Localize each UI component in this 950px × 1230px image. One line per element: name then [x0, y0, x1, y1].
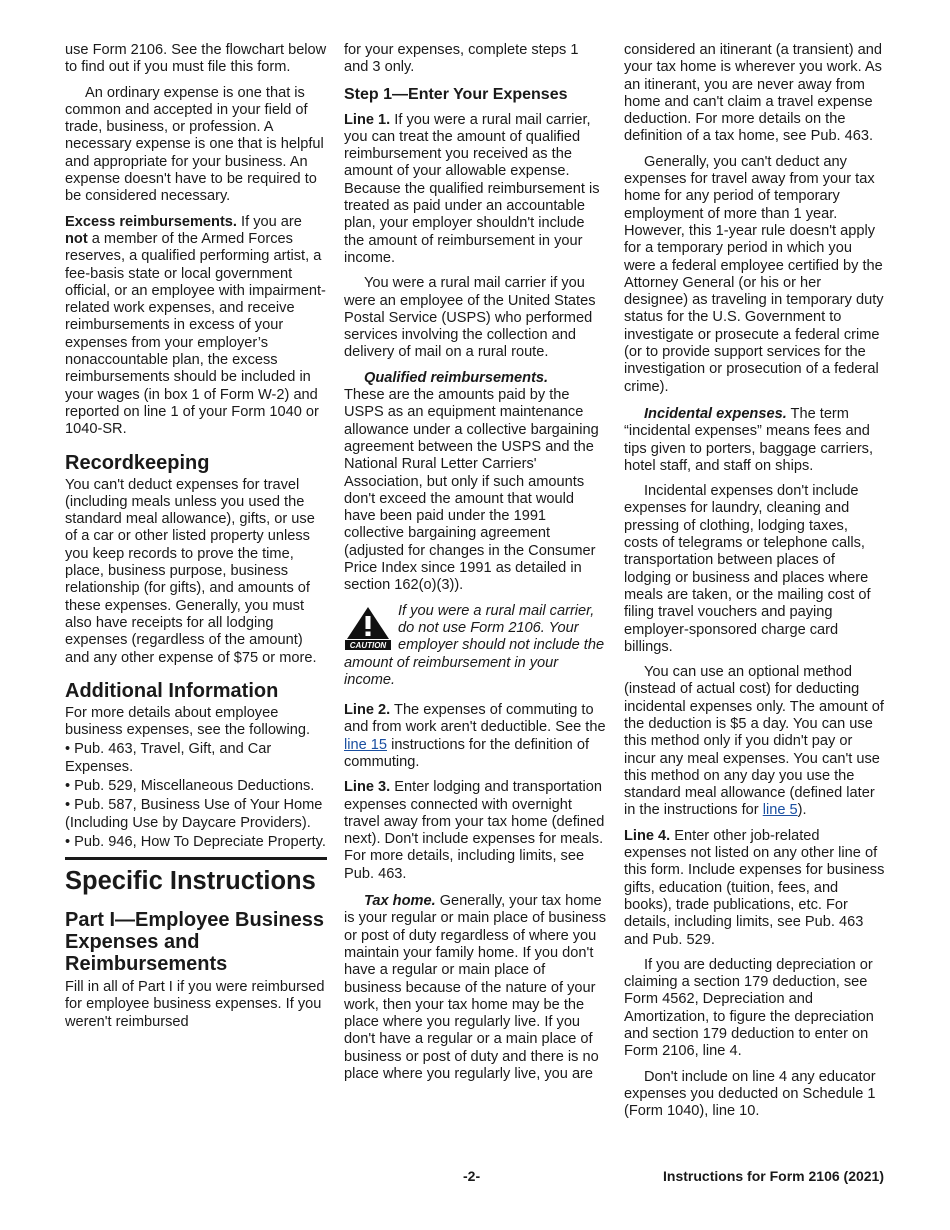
line-3-paragraph: Line 3. Enter lodging and transportation expenses connected with overnight travel away from your tax home (defined next). Don't include expenses for meals. For more details, including limits, see Pub. 463.: [344, 779, 605, 882]
line-1-heading: Line 1.: [344, 111, 391, 128]
tax-home-heading: Tax home.: [364, 893, 436, 910]
additional-information-heading: Additional Information: [65, 679, 279, 702]
column-left: [65, 42, 327, 1039]
not-emphasis: not: [65, 230, 88, 247]
excess-reimbursements-heading: Excess reimbursements.: [65, 213, 237, 230]
qualified-reimbursements-heading: Qualified reimbursements.: [364, 369, 549, 386]
caution-note: [344, 603, 606, 689]
tax-home-paragraph: Tax home. Generally, your tax home is your regular or main place of business or post of duty regardless of where you maintain your family home. If you don't have a regular or main place of business because of the nature of your work, then your tax home may be the place where you regularly live. If you don't have a regular or a main place of business or post of duty and there is no place where you regularly live, you are: [344, 893, 607, 1083]
bullet-pub-529: • Pub. 529, Miscellaneous Deductions.: [65, 777, 315, 794]
page-number: -2-: [463, 1168, 481, 1184]
line-15-link[interactable]: line 15: [344, 736, 388, 753]
column-middle: [344, 42, 606, 1091]
temporary-employment-paragraph: Generally, you can't deduct any expenses for travel away from your tax home for any period of temporary employment of more than 1 year. However, this 1-year rule doesn't apply for a temporary period in which you were a federal employee certified by the Attorney General (or his or her designee) as traveling in temporary duty status for the U.S. Government to investigate or prosecute a federal crime (or to provide support services for the investigation or prosecution of a federal crime).: [624, 153, 884, 395]
line-4-heading: Line 4.: [624, 827, 671, 844]
bullet-pub-463: • Pub. 463, Travel, Gift, and Car Expenses.: [65, 741, 272, 775]
caution-label: CAUTION: [349, 640, 387, 650]
rural-carrier-paragraph: You were a rural mail carrier if you were an employee of the United States Postal Service (USPS) who performed services involving the collection and delivery of mail on a rural route.: [344, 275, 596, 361]
line-3-heading: Line 3.: [344, 779, 391, 796]
bullet-pub-587: • Pub. 587, Business Use of Your Home (Including Use by Daycare Providers).: [65, 797, 323, 831]
steps-continuation: for your expenses, complete steps 1 and 3 only.: [344, 42, 579, 76]
step-1-heading: Step 1—Enter Your Expenses: [344, 85, 568, 103]
footer-title: Instructions for Form 2106 (2021): [663, 1168, 884, 1184]
line-4-paragraph: Line 4. Enter other job-related expenses not listed on any other line of this form. Include expenses for business gifts, education (tuition, fees, and books), trade publications, etc. For details, including limits, see Pub. 463 and Pub. 529.: [624, 827, 885, 948]
part-1-heading: Part I—Employee Business Expenses and Reimbursements: [65, 909, 324, 976]
recordkeeping-heading: Recordkeeping: [65, 451, 210, 474]
line-5-link[interactable]: line 5: [762, 802, 798, 819]
recordkeeping-paragraph: You can't deduct expenses for travel (including meals unless you used the standard meal allowance), gifts, or use of a car or other listed property unless you keep records to prove the time, place, business purpose, business relationship (for gifts), and amounts of these expenses. Generally, you must also have receipts for all lodging expenses (regardless of the amount) and any other expense of $75 or more.: [65, 476, 317, 666]
excess-reimbursements-paragraph: Excess reimbursements. If you are not a member of the Armed Forces reserves, a qualified performing artist, a fee-basis state or local government official, or an employee with impairment-related work expenses, and receive reimbursements in excess of your expenses from your employer’s nonaccountable plan, the excess reimbursements should be included in your wages (in box 1 of Form W-2) and reported on line 1 of your Form 1040 or 1040-SR.: [65, 213, 326, 438]
educator-expenses-paragraph: Don't include on line 4 any educator expenses you deducted on Schedule 1 (Form 1040), line 10.: [624, 1068, 876, 1120]
incidental-expenses-heading: Incidental expenses.: [644, 405, 787, 422]
qualified-reimbursements-heading-line: [344, 370, 606, 387]
itinerant-paragraph: considered an itinerant (a transient) and your tax home is wherever you work. As an itinerant, you are never away from home and can't claim a travel expense deduction. For more details on the definition of a tax home, see Pub. 463.: [624, 42, 882, 145]
additional-information-paragraph: For more details about employee business expenses, see the following.: [65, 704, 311, 739]
incidental-expenses-paragraph: Incidental expenses. The term “incidental expenses” means fees and tips given to porters, baggage carriers, hotel staff, and staff on ships.: [624, 405, 874, 474]
qualified-reimbursements-paragraph: These are the amounts paid by the USPS as an equipment maintenance allowance under a collective bargaining agreement between the USPS and the National Rural Letter Carriers' Association, but only if such amounts don't exceed the amount that would have been paid under the 1991 collective bargaining agreement (adjusted for changes in the Consumer Price Index since 1991 as detailed in section 162(o)(3)).: [344, 387, 599, 594]
section-divider: [65, 857, 327, 860]
caution-icon: [344, 606, 392, 650]
depreciation-paragraph: If you are deducting depreciation or claiming a section 179 deduction, see Form 4562, Depreciation and Amortization, to figure the depreciation and section 179 deduction to enter on Form 2106, line 4.: [624, 956, 874, 1060]
line-1-paragraph: Line 1. If you were a rural mail carrier, you can treat the amount of qualified reimbursement you received as the amount of your allowable expense. Because the qualified reimbursement is treated as paid under an accountable plan, your employer shouldn't include the amount of reimbursement in your income.: [344, 111, 600, 266]
line-2-paragraph: Line 2. The expenses of commuting to and from work aren't deductible. See the line 15 instructions for the definition of commuting.: [344, 702, 606, 770]
bullet-pub-946: • Pub. 946, How To Depreciate Property.: [65, 833, 326, 850]
optional-method-paragraph: You can use an optional method (instead of actual cost) for deducting incidental expenses only. The amount of the deduction is $5 a day. You can use this method only if you didn't pay or incur any meal expenses. You can't use this method on any day you use the standard meal allowance (defined later in the instructions for line 5).: [624, 664, 884, 819]
specific-instructions-heading: Specific Instructions: [65, 867, 316, 896]
intro-continuation: use Form 2106. See the flowchart below to find out if you must file this form.: [65, 42, 327, 76]
column-right: [624, 42, 886, 1129]
line-2-heading: Line 2.: [344, 702, 391, 719]
ordinary-expense-paragraph: An ordinary expense is one that is common and accepted in your field of trade, business, or profession. A necessary expense is one that is helpful and appropriate for your business. An expense doesn't have to be required to be considered necessary.: [65, 84, 324, 205]
incidental-exclusions-paragraph: Incidental expenses don't include expenses for laundry, cleaning and pressing of clothing, lodging taxes, costs of telegrams or telephone calls, transportation between places of lodging or business and places where meals are taken, or the mailing cost of filing travel vouchers and paying employer-sponsored charge card billings.: [624, 483, 871, 655]
caution-text: If you were a rural mail carrier, do not use Form 2106. Your employer should not include the amount of reimbursement in your income.: [344, 602, 605, 688]
part-1-paragraph: Fill in all of Part I if you were reimbursed for employee business expenses. If you weren't reimbursed: [65, 979, 325, 1030]
